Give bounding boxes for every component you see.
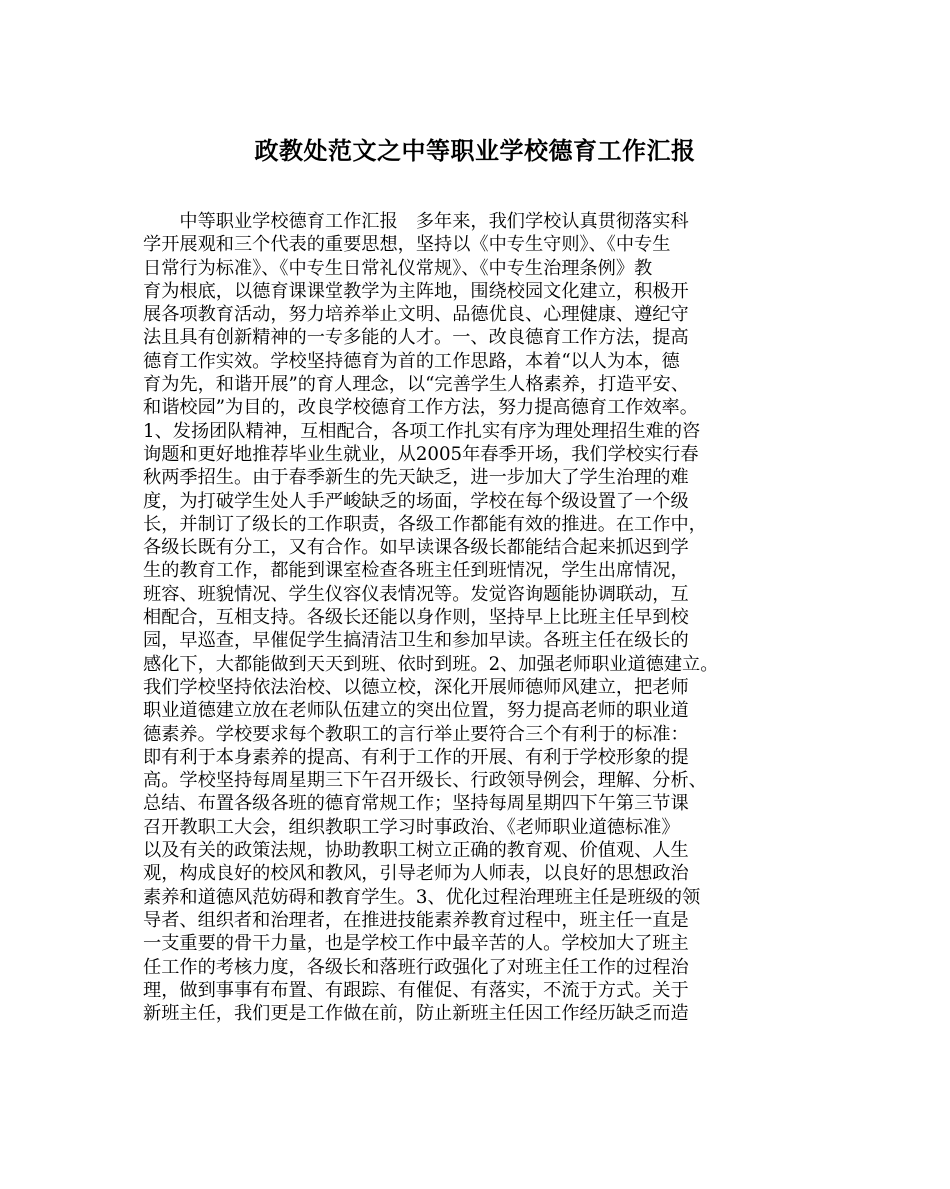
body-line: 班容、班貌情况、学生仪容仪表情况等。发觉咨询题能协调联动，互	[143, 583, 689, 605]
body-line: 生的教育工作，都能到课室检查各班主任到班情况，学生出席情况，	[143, 560, 689, 582]
body-line: 以及有关的政策法规，协助教职工树立正确的教育观、价值观、人生	[143, 840, 689, 862]
body-line: 各级长既有分工，又有合作。如早读课各级长都能结合起来抓迟到学	[143, 537, 689, 559]
body-line: 育为先，和谐开展”的育人理念，以“完善学生人格素养，打造平安、	[143, 374, 690, 396]
body-line: 展各项教育活动，努力培养举止文明、品德优良、心理健康、遵纪守	[143, 304, 689, 326]
body-line: 素养和道德风范妨碍和教育学生。3、优化过程治理班主任是班级的领	[143, 886, 701, 908]
body-line: 观，构成良好的校风和教风，引导老师为人师表，以良好的思想政治	[143, 863, 689, 885]
body-line: 秋两季招生。由于春季新生的先天缺乏，进一步加大了学生治理的难	[143, 467, 689, 489]
body-line: 感化下，大都能做到天天到班、依时到班。2、加强老师职业道德建立。	[143, 653, 719, 675]
body-line: 日常行为标准》、《中专生日常礼仪常规》、《中专生治理条例》教	[143, 257, 653, 279]
body-line: 任工作的考核力度，各级长和落班行政强化了对班主任工作的过程治	[143, 956, 689, 978]
body-line: 学开展观和三个代表的重要思想，坚持以《中专生守则》、《中专生	[143, 234, 671, 256]
body-line: 长，并制订了级长的工作职责，各级工作都能有效的推进。在工作中，	[143, 513, 707, 535]
body-line: 度，为打破学生处人手严峻缺乏的场面，学校在每个级设置了一个级	[143, 490, 689, 512]
body-line: 我们学校坚持依法治校、以德立校，深化开展师德师风建立，把老师	[143, 676, 689, 698]
body-line: 园，早巡查，早催促学生搞清洁卫生和参加早读。各班主任在级长的	[143, 630, 689, 652]
body-line: 法且具有创新精神的一专多能的人才。一、改良德育工作方法，提高	[143, 327, 689, 349]
body-line: 和谐校园”为目的，改良学校德育工作方法，努力提高德育工作效率。	[143, 397, 698, 419]
body-line: 总结、布置各级各班的德育常规工作；坚持每周星期四下午第三节课	[143, 793, 689, 815]
body-line: 理，做到事事有布置、有跟踪、有催促、有落实，不流于方式。关于	[143, 979, 689, 1001]
body-line: 相配合，互相支持。各级长还能以身作则，坚持早上比班主任早到校	[143, 607, 689, 629]
body-line: 中等职业学校德育工作汇报 多年来，我们学校认真贯彻落实科	[143, 211, 689, 232]
body-line: 1、发扬团队精神，互相配合，各项工作扎实有序为理处理招生难的咨	[143, 420, 701, 442]
document-body	[143, 210, 815, 1025]
body-line: 德素养。学校要求每个教职工的言行举止要符合三个有利于的标准：	[143, 723, 689, 745]
body-line: 召开教职工大会，组织教职工学习时事政治、《老师职业道德标准》	[143, 816, 680, 838]
body-line: 询题和更好地推荐毕业生就业，从2005年春季开场，我们学校实行春	[143, 443, 699, 465]
body-line: 即有利于本身素养的提高、有利于工作的开展、有利于学校形象的提	[143, 746, 689, 768]
body-line: 导者、组织者和治理者，在推进技能素养教育过程中，班主任一直是	[143, 909, 689, 931]
body-line: 德育工作实效。学校坚持德育为首的工作思路，本着“以人为本，德	[143, 350, 680, 372]
body-line: 育为根底，以德育课课堂教学为主阵地，围绕校园文化建立，积极开	[143, 280, 689, 302]
body-line: 一支重要的骨干力量，也是学校工作中最辛苦的人。学校加大了班主	[143, 933, 689, 955]
body-line: 职业道德建立放在老师队伍建立的突出位置，努力提高老师的职业道	[143, 700, 689, 722]
body-line: 新班主任，我们更是工作做在前，防止新班主任因工作经历缺乏而造	[143, 1003, 689, 1025]
body-line: 高。学校坚持每周星期三下午召开级长、行政领导例会，理解、分析、	[143, 770, 707, 792]
document-title: 政教处范文之中等职业学校德育工作汇报	[254, 136, 696, 165]
